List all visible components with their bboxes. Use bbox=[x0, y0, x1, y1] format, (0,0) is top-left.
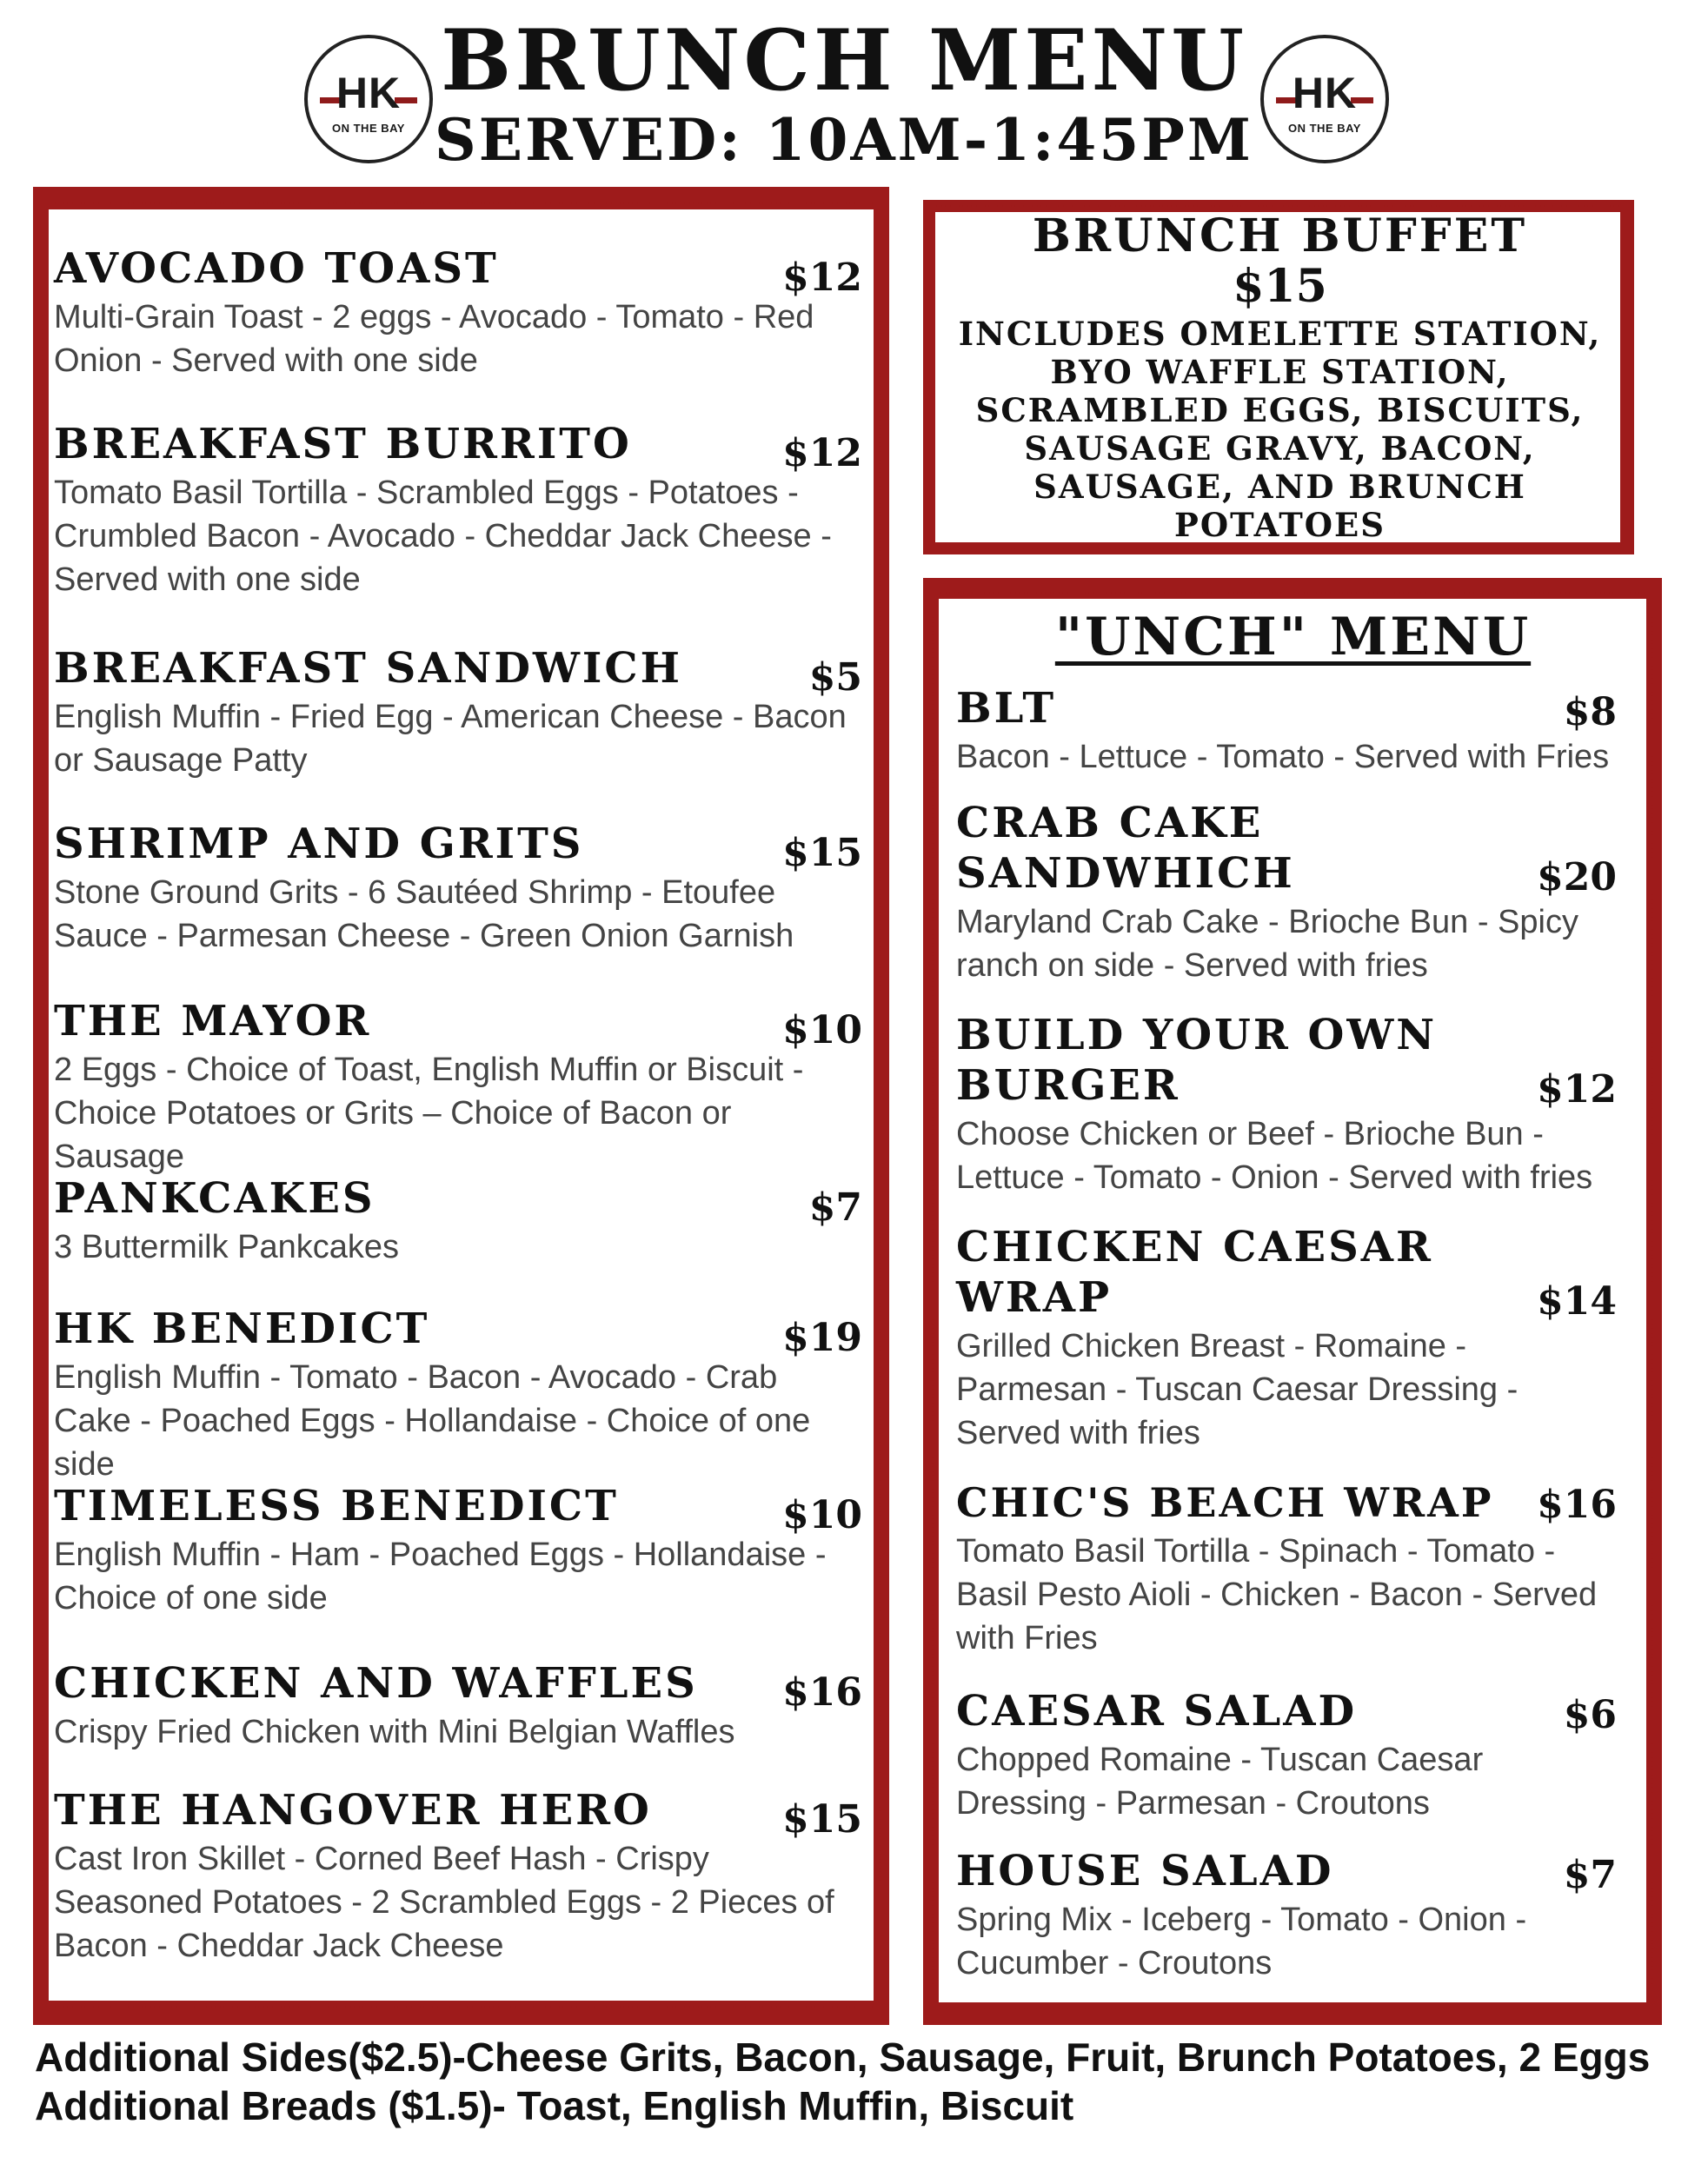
item-name: BREAKFAST SANDWICH bbox=[54, 644, 682, 693]
item-description: Chopped Romaine - Tuscan Caesar Dressing - Parmesan - Croutons bbox=[956, 1742, 1484, 1822]
buffet-price: $15 bbox=[1233, 260, 1327, 313]
item-name: THE MAYOR bbox=[54, 997, 372, 1046]
item-name: PANKCAKES bbox=[54, 1174, 375, 1223]
logo-subtext: ON THE BAY bbox=[332, 122, 405, 135]
item-name: AVOCADO TOAST bbox=[54, 244, 499, 293]
item-name: BUILD YOUR OWN BURGER bbox=[956, 1011, 1438, 1110]
item-price: $16 bbox=[1537, 1483, 1617, 1527]
item-description: English Muffin - Fried Egg - American Cheese - Bacon or Sausage Patty bbox=[54, 699, 847, 779]
buffet-description: INCLUDES OMELETTE STATION, BYO WAFFLE STATION, SCRAMBLED EGGS, BISCUITS, SAUSAGE GRAVY, BACON, SAUSAGE, AND BRUNCH POTATOES bbox=[958, 315, 1602, 544]
menu-item-crab-cake-sandwhich bbox=[956, 798, 1617, 987]
item-price: $14 bbox=[1537, 1279, 1617, 1324]
item-name: BREAKFAST BURRITO bbox=[54, 420, 632, 468]
item-description: English Muffin - Ham - Poached Eggs - Hollandaise - Choice of one side bbox=[54, 1537, 827, 1616]
item-name: CHICKEN CAESAR WRAP bbox=[956, 1223, 1433, 1322]
logo-text: HK bbox=[336, 69, 402, 117]
item-price: $19 bbox=[782, 1316, 862, 1360]
item-description: Crispy Fried Chicken with Mini Belgian Waffles bbox=[54, 1714, 735, 1750]
hk-logo bbox=[1260, 35, 1389, 163]
menu-header bbox=[0, 0, 1688, 174]
menu-item-caesar-salad bbox=[956, 1686, 1617, 1825]
item-price: $15 bbox=[782, 831, 862, 875]
item-price: $20 bbox=[1537, 855, 1617, 899]
menu-item-the-mayor bbox=[54, 996, 862, 1178]
menu-item-pankcakes bbox=[54, 1173, 862, 1269]
menu-item-chicken-caesar-wrap bbox=[956, 1222, 1617, 1455]
item-description: Cast Iron Skillet - Corned Beef Hash - Crispy Seasoned Potatoes - 2 Scrambled Eggs - 2 Pieces of Bacon - Cheddar Jack Cheese bbox=[54, 1841, 834, 1964]
item-name: THE HANGOVER HERO bbox=[54, 1786, 652, 1835]
menu-item-avocado-toast bbox=[54, 243, 862, 382]
item-name: TIMELESS BENEDICT bbox=[54, 1482, 619, 1530]
menu-item-timeless-benedict bbox=[54, 1481, 862, 1620]
item-description: 2 Eggs - Choice of Toast, English Muffin or Biscuit - Choice Potatoes or Grits – Choice of Bacon or Sausage bbox=[54, 1052, 804, 1175]
menu-item-hk-benedict bbox=[54, 1304, 862, 1486]
menu-item-blt bbox=[956, 683, 1617, 779]
menu-item-chics-beach-wrap bbox=[956, 1477, 1617, 1660]
item-price: $16 bbox=[782, 1670, 862, 1715]
item-name: CHIC'S BEACH WRAP bbox=[956, 1479, 1494, 1526]
item-name: CHICKEN AND WAFFLES bbox=[54, 1659, 698, 1708]
unch-menu-title: "UNCH" MENU bbox=[1054, 607, 1532, 667]
item-price: $15 bbox=[782, 1797, 862, 1842]
menu-item-chicken-and-waffles bbox=[54, 1658, 862, 1754]
item-price: $12 bbox=[782, 256, 862, 300]
logo-text: HK bbox=[1292, 69, 1358, 117]
item-price: $10 bbox=[782, 1008, 862, 1052]
item-price: $12 bbox=[1537, 1067, 1617, 1112]
item-name: CAESAR SALAD bbox=[956, 1687, 1358, 1736]
page-title: BRUNCH MENU bbox=[441, 11, 1247, 110]
item-price: $7 bbox=[808, 1185, 862, 1230]
item-description: English Muffin - Tomato - Bacon - Avocado - Crab Cake - Poached Eggs - Hollandaise - Choice of one side bbox=[54, 1359, 811, 1483]
item-description: Stone Ground Grits - 6 Sautéed Shrimp - Etoufee Sauce - Parmesan Cheese - Green Onion Garnish bbox=[54, 874, 794, 954]
menu-item-breakfast-burrito bbox=[54, 419, 862, 601]
item-description: Maryland Crab Cake - Brioche Bun - Spicy ranch on side - Served with fries bbox=[956, 904, 1578, 984]
item-description: Tomato Basil Tortilla - Scrambled Eggs - Potatoes - Crumbled Bacon - Avocado - Cheddar Jack Cheese - Served with one side bbox=[54, 475, 832, 598]
item-description: Tomato Basil Tortilla - Spinach - Tomato - Basil Pesto Aioli - Chicken - Bacon - Served with Fries bbox=[956, 1533, 1598, 1656]
menu-item-house-salad bbox=[956, 1846, 1617, 1985]
menu-item-build-your-own-burger bbox=[956, 1010, 1617, 1199]
item-description: Multi-Grain Toast - 2 eggs - Avocado - Tomato - Red Onion - Served with one side bbox=[54, 299, 814, 379]
menu-item-shrimp-and-grits bbox=[54, 819, 862, 958]
menu-item-the-hangover-hero bbox=[54, 1785, 862, 1968]
item-name: SHRIMP AND GRITS bbox=[54, 820, 584, 868]
serving-hours: SERVED: 10AM-1:45PM bbox=[435, 106, 1253, 174]
item-price: $12 bbox=[782, 431, 862, 475]
item-price: $5 bbox=[808, 655, 862, 700]
item-name: CRAB CAKE SANDWHICH bbox=[956, 799, 1295, 898]
item-name: HK BENEDICT bbox=[54, 1304, 430, 1353]
item-price: $7 bbox=[1563, 1853, 1617, 1897]
menu-item-breakfast-sandwich bbox=[54, 643, 862, 782]
item-description: 3 Buttermilk Pankcakes bbox=[54, 1229, 400, 1265]
additional-sides: Additional Sides($2.5)-Cheese Grits, Bacon, Sausage, Fruit, Brunch Potatoes, 2 Eggs bbox=[35, 2035, 1651, 2080]
logo-subtext: ON THE BAY bbox=[1288, 122, 1361, 135]
item-name: BLT bbox=[956, 684, 1057, 733]
item-name: HOUSE SALAD bbox=[956, 1847, 1334, 1895]
item-description: Choose Chicken or Beef - Brioche Bun - Lettuce - Tomato - Onion - Served with fries bbox=[956, 1116, 1593, 1196]
item-price: $10 bbox=[782, 1493, 862, 1537]
item-description: Grilled Chicken Breast - Romaine - Parmesan - Tuscan Caesar Dressing - Served with fries bbox=[956, 1328, 1519, 1451]
item-description: Bacon - Lettuce - Tomato - Served with Fries bbox=[956, 739, 1610, 775]
item-price: $6 bbox=[1563, 1693, 1617, 1737]
buffet-title: BRUNCH BUFFET bbox=[1032, 209, 1528, 262]
item-price: $8 bbox=[1563, 690, 1617, 734]
additional-breads: Additional Breads ($1.5)- Toast, English Muffin, Biscuit bbox=[35, 2083, 1074, 2128]
item-description: Spring Mix - Iceberg - Tomato - Onion - Cucumber - Croutons bbox=[956, 1902, 1527, 1982]
